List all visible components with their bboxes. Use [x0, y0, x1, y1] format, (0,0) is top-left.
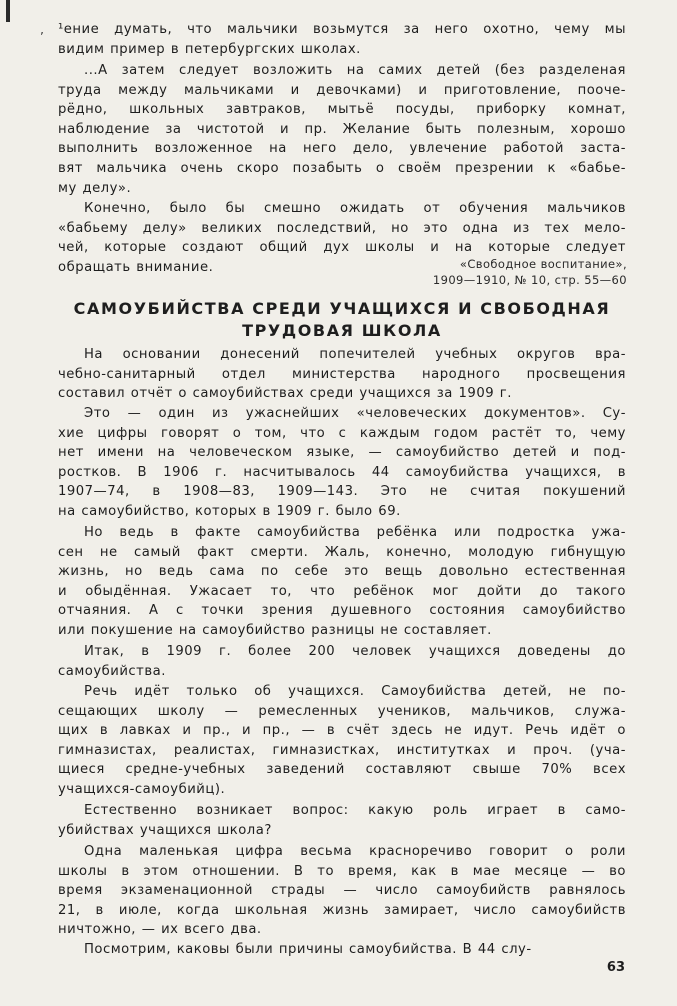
paragraph-7: [58, 642, 626, 681]
margin-mark: ’: [40, 30, 44, 44]
text-line: щих в лавках и пр., и пр., — в счёт здесь не идут. Речь идёт о: [58, 723, 626, 739]
text-line: му делу».: [58, 180, 132, 196]
text-line: выполнить возложенное на него дело, увлечение работой заста-: [58, 141, 626, 157]
text-line: Это — один из ужаснейших «человеческих документов». Су-: [84, 406, 626, 421]
text-line: труда между мальчиками и девочками) и приготовление, поочe-: [58, 82, 626, 98]
text-line: Естественно возникает вопрос: какую роль играет в само-: [84, 803, 626, 818]
text-line: вят мальчика очень скоро позабыть о своём презрении к «бабье-: [58, 160, 626, 176]
paragraph-4: [58, 345, 626, 404]
text-line: 1907—74, в 1908—83, 1909—143. Это не считая покушений: [58, 484, 626, 500]
text-line: учащихся-самоубийц).: [58, 781, 226, 797]
paragraph-1: [58, 20, 626, 59]
paragraph-11: [58, 940, 626, 960]
text-line: рёдно, школьных завтраков, мытьё посуды, приборку комнат,: [58, 102, 626, 118]
paragraph-9: [58, 801, 626, 840]
text-line: жизнь, но ведь сама по себе это вещь довольно естественная: [58, 564, 626, 580]
text-line: обращать внимание.: [58, 259, 214, 275]
text-line: самоубийства.: [58, 663, 166, 679]
text-line: на самоубийство, которых в 1909 г. было 69.: [58, 503, 401, 519]
text-line: ¹ение думать, что мальчики возьмутся за него охотно, чему мы: [58, 22, 626, 37]
text-line: ...А затем следует возложить на самих детей (без разделеная: [84, 63, 626, 78]
paragraph-5: [58, 404, 626, 522]
paragraph-8: [58, 682, 626, 800]
text-line: составил отчёт о самоубийствах среди учащихся за 1909 г.: [58, 386, 512, 402]
text-line: сен не самый факт смерти. Жаль, конечно, молодую гибнущую: [58, 544, 626, 560]
paragraph-2: [58, 61, 626, 198]
text-line: Конечно, было бы смешно ожидать от обучения мальчиков: [84, 201, 626, 216]
paragraph-10: [58, 842, 626, 940]
text-line: время экзаменационной страды — число самоубийств равнялось: [58, 883, 626, 899]
text-line: хие цифры говорят о том, что с каждым годом растёт то, чему: [58, 425, 626, 441]
text-line: нет имени на человеческом языке, — самоубийство детей и под-: [58, 445, 626, 461]
citation-source: [433, 256, 627, 288]
text-line: «бабьему делу» великих последствий, но это одна из тех мело-: [58, 220, 626, 236]
corner-mark: [6, 0, 10, 22]
paragraph-6: [58, 523, 626, 641]
text-line: чебно-санитарный отдел министерства народного просвещения: [58, 366, 626, 382]
text-line: чей, которые создают общий дух школы и на которые следует: [58, 240, 626, 256]
text-line: или покушение на самоубийство разницы не составляет.: [58, 622, 492, 638]
text-line: отчаяния. А с точки зрения душевного состояния самоубийство: [58, 603, 626, 619]
text-line: ростков. В 1906 г. насчитывалось 44 самоубийства учащихся, в: [58, 464, 626, 480]
text-line: школы в этом отношении. В то время, как в мае месяце — во: [58, 863, 626, 879]
text-line: ничтожно, — их всего два.: [58, 922, 262, 938]
text-line: и обыдённая. Ужасает то, что ребёнок мог дойти до такого: [58, 583, 626, 599]
section-heading: [58, 298, 626, 342]
text-line: 21, в июле, когда школьная жизнь замирает, число самоубийств: [58, 902, 626, 918]
text-line: сещающих школу — ремесленных учеников, мальчиков, служа-: [58, 703, 626, 719]
citation-line-2: 1909—1910, № 10, стр. 55—60: [432, 273, 627, 287]
text-line: Итак, в 1909 г. более 200 человек учащихся доведены до: [84, 644, 626, 659]
page-number: 63: [606, 960, 625, 975]
text-line: Но ведь в факте самоубийства ребёнка или подростка ужа-: [84, 525, 626, 540]
text-line: щиеся средне-учебных заведений составляют свыше 70% всех: [58, 762, 626, 778]
text-line: Посмотрим, каковы были причины самоубийства. В 44 слу-: [84, 942, 532, 957]
heading-line-2: ТРУДОВАЯ ШКОЛА: [242, 321, 442, 340]
text-line: Одна маленькая цифра весьма красноречиво говорит о роли: [84, 844, 626, 859]
text-line: Речь идёт только об учащихся. Самоубийства детей, не по-: [84, 684, 626, 699]
text-line: гимназистах, реалистах, гимназистках, институтках и проч. (уча-: [58, 742, 626, 758]
heading-line-1: САМОУБИЙСТВА СРЕДИ УЧАЩИХСЯ И СВОБОДНАЯ: [73, 299, 611, 318]
text-line: наблюдение за чистотой и пр. Желание быть полезным, хорошо: [58, 121, 626, 137]
text-line: видим пример в петербургских школах.: [58, 41, 361, 57]
text-line: убийствах учащихся школа?: [58, 822, 272, 838]
text-line: На основании донесений попечителей учебных округов вра-: [84, 347, 626, 362]
citation-line-1: «Свободное воспитание»,: [459, 257, 627, 271]
